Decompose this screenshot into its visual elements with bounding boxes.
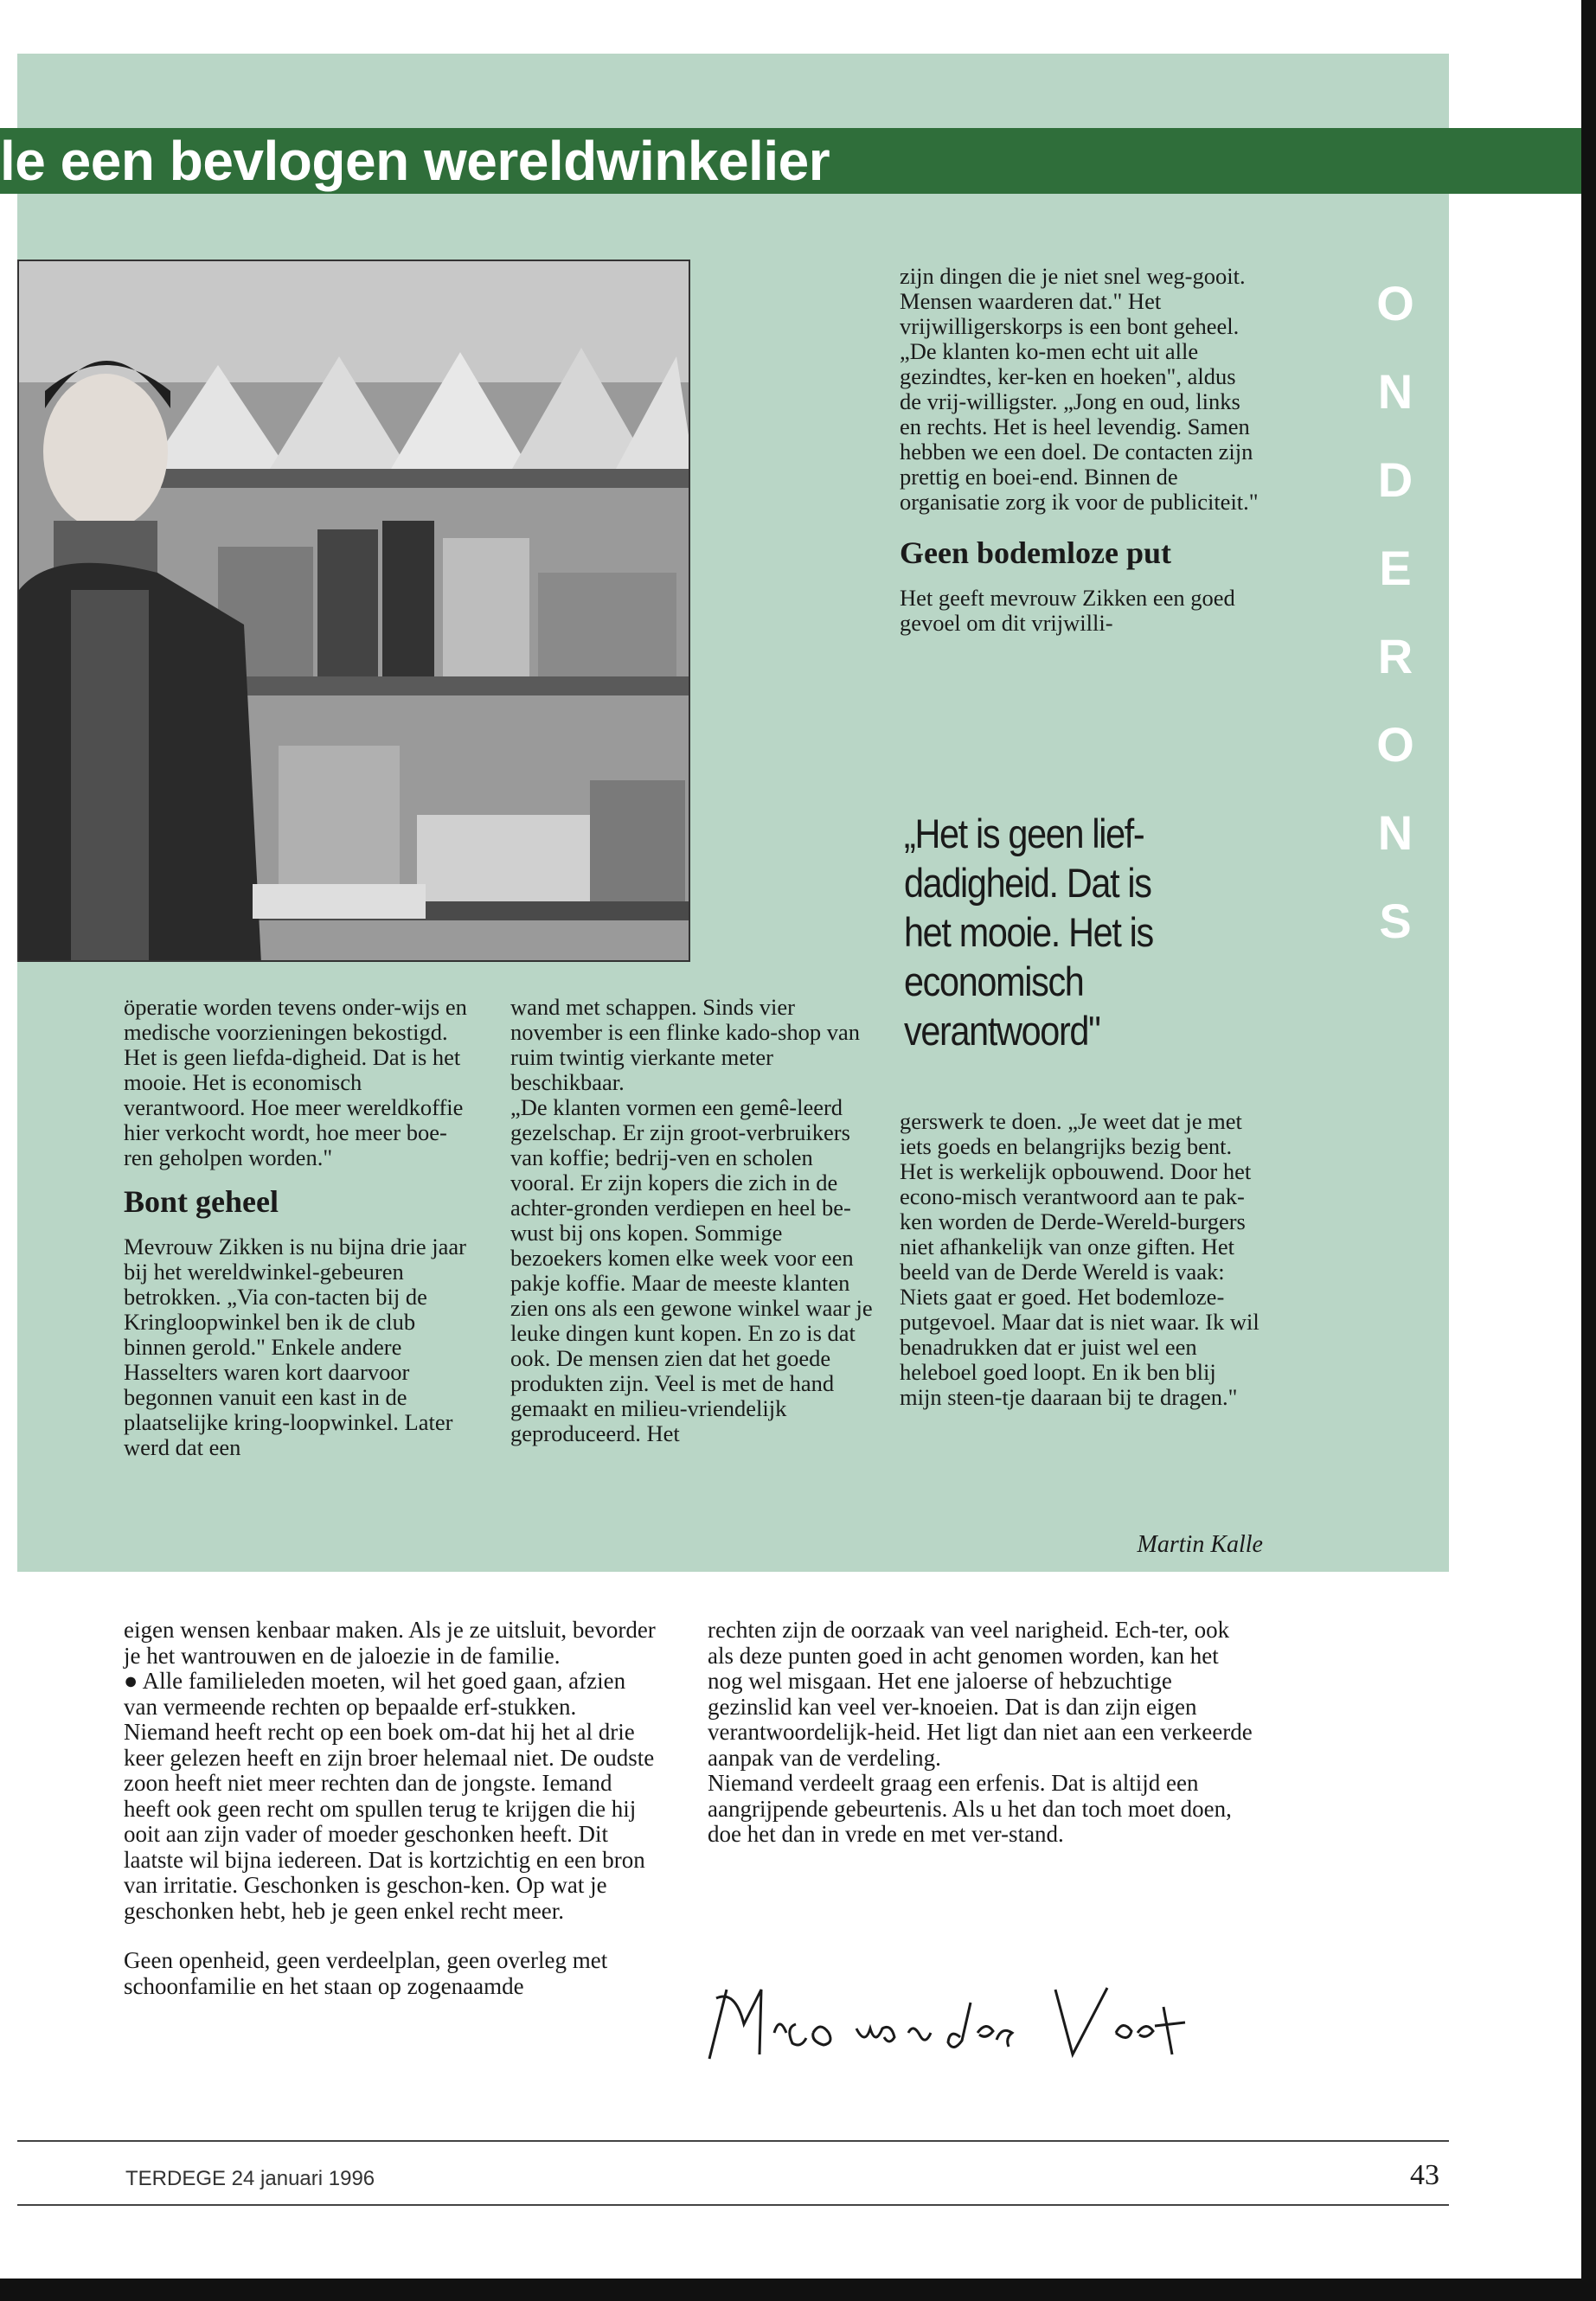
vertical-letter: E [1379,541,1412,595]
col1-intro-text: öperatie worden tevens onder-wijs en medische voorzieningen bekostigd. Het is geen liefda-digheid. Dat is het mooie. Het is economisch verantwoord. Hoe meer wereldkoffie hier verkocht wordt, hoe meer boe-ren geholpen worden." [124,994,467,1170]
col3-top-text: zijn dingen die je niet snel weg-gooit. Mensen waarderen dat." Het vrijwilligerskorps is een bont geheel. „De klanten ko-men echt uit alle gezindtes, ker-ken en hoeken", aldus de vrij-willigster. „Jong en oud, links en rechts. Het is heel levendig. Samen hebben we een doel. De contacten zijn prettig en boei-end. Binnen de organisatie zorg ik voor de publiciteit." [900,263,1259,515]
subhead-geen-bodemloze-put: Geen bodemloze put [900,535,1171,570]
lower-right-paragraph-1: rechten zijn de oorzaak van veel narigheid. Ech-ter, ook als deze punten goed in acht genomen worden, kan het nog wel misgaan. Het ene jaloerse of hebzuchtige gezinslid kan veel ver-knoeien. Dat is dan zijn eigen verantwoordelijk-heid. Het ligt dan niet aan een verkeerde aanpak van de verdeling. [708,1617,1253,1771]
bullet-icon: ● [124,1668,143,1694]
signature-drawing [692,1972,1211,2076]
pull-quote: „Het is geen lief-dadigheid. Dat is het mooie. Het is economisch verantwoord" [904,811,1153,1054]
lower-left-paragraph-2: ● Alle familieleden moeten, wil het goed gaan, afzien van vermeende rechten op bepaalde erf-stukken. Niemand heeft recht op een boek om-dat hij het al drie keer gelezen heeft en zijn broer helemaal niet. De oudste zoon heeft niet meer rechten dan de jongste. Iemand heeft ook geen recht om spullen terug te krijgen die hij ooit aan zijn vader of moeder geschonken heeft. Dit laatste wil bijna iedereen. Dat is kortzichtig en een bron van irritatie. Geschonken is geschon-ken. Op wat je geschonken hebt, heb je geen enkel recht meer. [124,1668,655,1924]
vertical-letter: R [1377,629,1413,683]
footer-publication: TERDEGE 24 januari 1996 [125,2167,375,2190]
section-vertical-label [1365,260,1426,965]
scan-edge-right [1581,0,1596,2301]
vertical-letter: O [1376,717,1414,772]
vertical-letter: D [1377,452,1413,507]
col1-bont-text: Mevrouw Zikken is nu bijna drie jaar bij het wereldwinkel-gebeuren betrokken. „Via con-tacten bij de Kringloopwinkel ben ik de club binnen gerold." Enkele andere Hasselters waren kort daarvoor begonnen vanuit een kast in de plaatselijke kring-loopwinkel. Later werd dat een [124,1234,466,1460]
article-headline: le een bevlogen wereldwinkelier [0,130,830,192]
vertical-letter: N [1377,805,1413,860]
footer-rule-top [17,2140,1449,2142]
col2-paragraph-2: „De klanten vormen een gemê-leerd gezelschap. Er zijn groot-verbruikers van koffie; bedrij-ven en scholen vooral. Er zijn kopers die zich in de achter-gronden verdiepen en heel be-wust bij ons kopen. Sommige bezoekers komen elke week voor een pakje koffie. Maar de meeste klanten zien ons als een gewone winkel waar je leuke dingen kunt kopen. En zo is dat ook. De mensen zien dat het goede produkten zijn. Veel is met de hand gemaakt en milieu-vriendelijk geproduceerd. Het [510,1094,873,1446]
subhead-bont-geheel: Bont geheel [124,1184,279,1219]
author-byline: Martin Kalle [1137,1531,1263,1558]
shop-photo [17,260,690,962]
page-number: 43 [1410,2159,1439,2191]
col3-bottom-text: gerswerk te doen. „Je weet dat je met iets goeds en belangrijks bezig bent. Het is werkelijk opbouwend. Door het econo-misch verantwoord aan te pak-ken worden de Derde-Wereld-burgers niet afhankelijk van onze giften. Het beeld van de Derde Wereld is vaak: Niets gaat er goed. Het bodemloze-putgevoel. Maar dat is niet waar. Ik wil benadrukken dat er juist wel een heleboel goed loopt. En ik ben blij mijn steen-tje daaraan bij te dragen." [900,1108,1259,1410]
footer-rule-bottom [17,2204,1449,2206]
col2-paragraph-1: wand met schappen. Sinds vier november is een flinke kado-shop van ruim twintig vierkante meter beschikbaar. [510,994,861,1095]
article-column-2 [510,995,874,1446]
lower-left-paragraph-1: eigen wensen kenbaar maken. Als je ze uitsluit, bevorder je het wantrouwen en de jaloezie in de familie. [124,1617,656,1669]
article-column-1 [124,995,470,1460]
shop-photo-illustration [19,261,690,962]
lower-column-right [708,1618,1253,1848]
vertical-letter: O [1376,276,1414,330]
col3-bodem-text: Het geeft mevrouw Zikken een goed gevoel om dit vrijwilli- [900,585,1235,636]
article-column-3-top [900,264,1263,636]
lower-column-left [124,1618,660,1999]
article-column-3-bottom [900,1109,1263,1410]
vertical-letter: S [1379,894,1412,948]
signature [692,1972,1211,2076]
lower-right-paragraph-2: Niemand verdeelt graag een erfenis. Dat is altijd een aangrijpende gebeurtenis. Als u het dan toch moet doen, doe het dan in vrede en met ver-stand. [708,1770,1232,1847]
lower-left-paragraph-3: Geen openheid, geen verdeelplan, geen overleg met schoonfamilie en het staan op zogenaamde [124,1947,608,1999]
scan-edge-bottom [0,2279,1596,2301]
vertical-letter: N [1377,364,1413,419]
